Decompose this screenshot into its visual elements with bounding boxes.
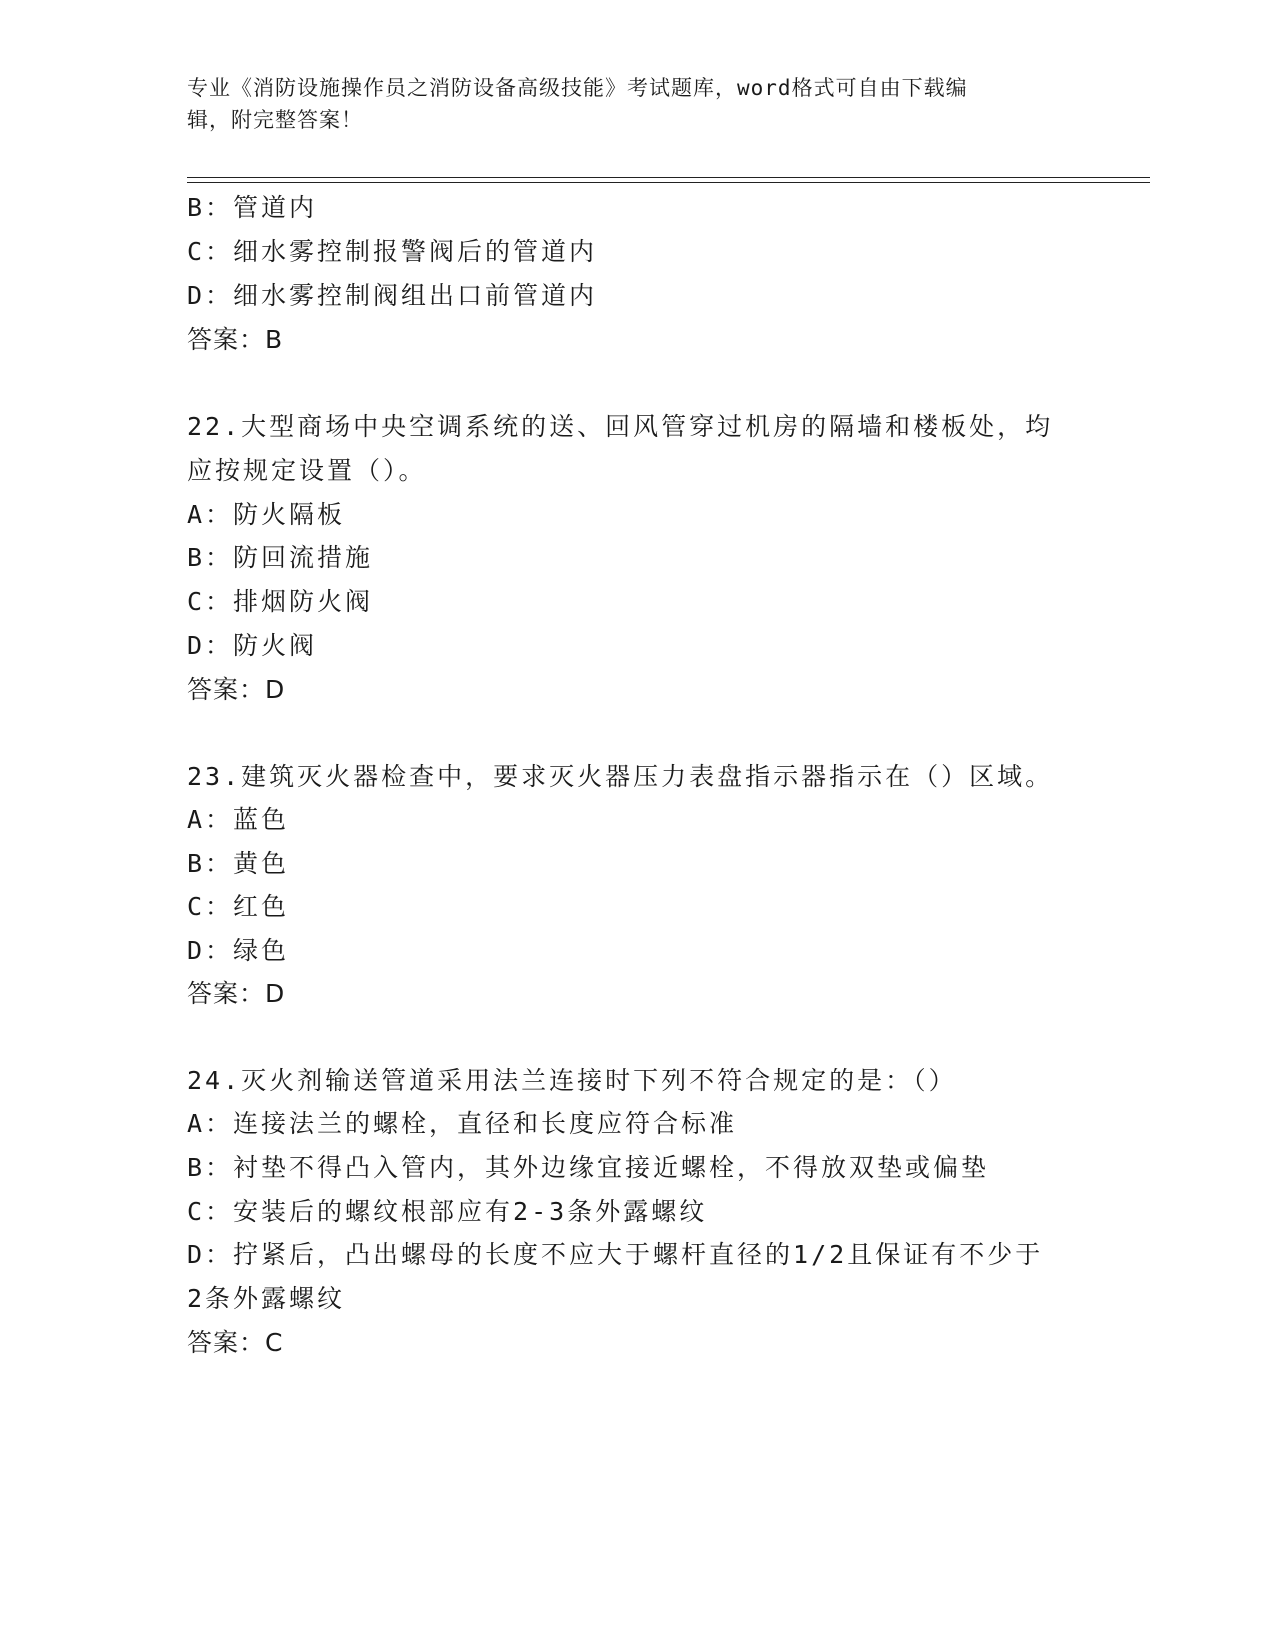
header-line-2: 辑，附完整答案！ — [187, 108, 363, 132]
q24-option-c: C：安装后的螺纹根部应有2-3条外露螺纹 — [187, 1197, 708, 1226]
q23-answer: 答案：D — [187, 979, 286, 1008]
q23-option-d: D：绿色 — [187, 936, 290, 965]
q22-option-d: D：防火阀 — [187, 631, 318, 660]
q22-stem-line-2: 应按规定设置（）。 — [187, 456, 427, 485]
q21-answer: 答案：B — [187, 325, 284, 354]
q24-option-b: B：衬垫不得凸入管内，其外边缘宜接近螺栓，不得放双垫或偏垫 — [187, 1153, 990, 1182]
q22-answer: 答案：D — [187, 675, 286, 704]
q23-stem: 23.建筑灭火器检查中，要求灭火器压力表盘指示器指示在（）区域。 — [187, 762, 1054, 791]
header-line-1: 专业《消防设施操作员之消防设备高级技能》考试题库，word格式可自由下载编 — [187, 76, 968, 100]
q23-option-c: C：红色 — [187, 892, 290, 921]
q24-answer: 答案：C — [187, 1328, 284, 1357]
q24-option-a: A：连接法兰的螺栓，直径和长度应符合标准 — [187, 1109, 738, 1138]
q24-stem: 24.灭火剂输送管道采用法兰连接时下列不符合规定的是：（） — [187, 1066, 957, 1095]
q23-option-a: A：蓝色 — [187, 805, 290, 834]
q21-option-b: B：管道内 — [187, 193, 318, 222]
q24-option-d-line-2: 2条外露螺纹 — [187, 1284, 346, 1313]
q24-option-d-line-1: D：拧紧后，凸出螺母的长度不应大于螺杆直径的1/2且保证有不少于 — [187, 1240, 1044, 1269]
header-divider-bottom — [187, 182, 1150, 183]
header-divider-top — [187, 177, 1150, 178]
q22-stem-line-1: 22.大型商场中央空调系统的送、回风管穿过机房的隔墙和楼板处，均 — [187, 412, 1054, 441]
document-header — [187, 72, 1067, 136]
q22-option-b: B：防回流措施 — [187, 543, 374, 572]
q22-option-a: A：防火隔板 — [187, 500, 346, 529]
q21-option-d: D：细水雾控制阀组出口前管道内 — [187, 281, 598, 310]
q23-option-b: B：黄色 — [187, 849, 290, 878]
q21-option-c: C：细水雾控制报警阀后的管道内 — [187, 237, 598, 266]
q22-option-c: C：排烟防火阀 — [187, 587, 374, 616]
